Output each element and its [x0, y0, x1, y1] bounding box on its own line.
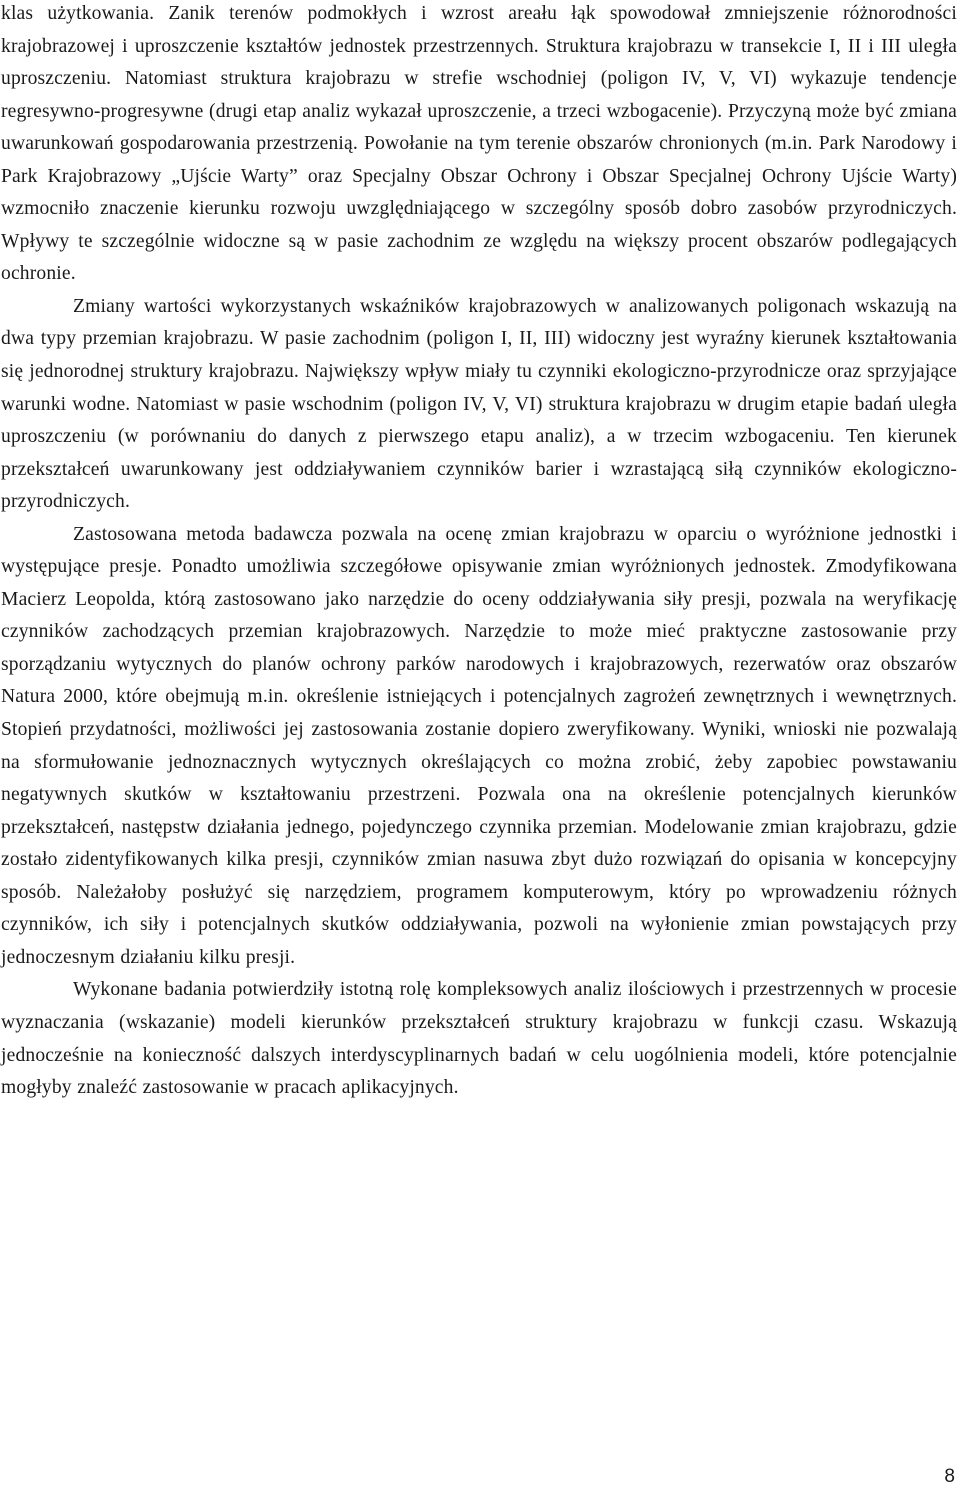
- paragraph-research-method: Zastosowana metoda badawcza pozwala na ocenę zmian krajobrazu w oparciu o wyróżnione jednostki i występujące presje. Ponadto umożliwia szczegółowe opisywanie zmian wyróżnionych jednostek. Zmodyfikowana Macierz Leopolda, którą zastosowano jako narzędzie do oceny oddziaływania siły presji, pozwala na weryfikację czynników zachodzących przemian krajobrazowych. Narzędzie to może mieć praktyczne zastosowanie przy sporządzaniu wytycznych do planów ochrony parków narodowych i krajobrazowych, rezerwatów oraz obszarów Natura 2000, które obejmują m.in. określenie istniejących i potencjalnych zagrożeń zewnętrznych i wewnętrznych. Stopień przydatności, możliwości jej zastosowania zostanie dopiero zweryfikowany. Wyniki, wnioski nie pozwalają na sformułowanie jednoznacznych wytycznych określających co można zrobić, żeby zapobiec powstawaniu negatywnych skutków w kształtowaniu przestrzeni. Pozwala ona na określenie potencjalnych kierunków przekształceń, następstw działania jednego, pojedynczego czynnika przemian. Modelowanie zmian krajobrazu, gdzie zostało zidentyfikowanych kilka presji, czynników zmian nasuwa zbyt dużo rozwiązań do opisania w koncepcyjny sposób. Należałoby posłużyć się narzędziem, programem komputerowym, który po wprowadzeniu różnych czynników, ich siły i potencjalnych skutków oddziaływania, pozwoli na wyłonienie zmian powstających przy jednoczesnym działaniu kilku presji.: [1, 523, 957, 968]
- paragraph-conclusions: Wykonane badania potwierdziły istotną rolę kompleksowych analiz ilościowych i przestrzennych w procesie wyznaczania (wskazanie) modeli kierunków przekształceń struktury krajobrazu w funkcji czasu. Wskazują jednocześnie na konieczność dalszych interdyscyplinarnych badań w celu uogólnienia modeli, które potencjalnie mogłyby znaleźć zastosowanie w pracach aplikacyjnych.: [1, 979, 957, 1099]
- body-text: [1, 0, 957, 1105]
- paragraph-continuation: klas użytkowania. Zanik terenów podmokłych i wzrost areału łąk spowodował zmniejszenie różnorodności krajobrazowej i uproszczenie kształtów jednostek przestrzennych. Struktura krajobrazu w transekcie I, II i III uległa uproszczeniu. Natomiast struktura krajobrazu w strefie wschodniej (poligon IV, V, VI) wykazuje tendencje regresywno-progresywne (drugi etap analiz wykazał uproszczenie, a trzeci wzbogacenie). Przyczyną może być zmiana uwarunkowań gospodarowania przestrzenią. Powołanie na tym terenie obszarów chronionych (m.in. Park Narodowy i Park Krajobrazowy „Ujście Warty” oraz Specjalny Obszar Ochrony i Obszar Specjalnej Ochrony Ujście Warty) wzmocniło znaczenie kierunku rozwoju uwzględniającego w szczególny sposób dobro zasobów przyrodniczych. Wpływy te szczególnie widoczne są w pasie zachodnim ze względu na większy procent obszarów podlegających ochronie.: [1, 3, 957, 285]
- paragraph-landscape-indicators: Zmiany wartości wykorzystanych wskaźników krajobrazowych w analizowanych poligonach wskazują na dwa typy przemian krajobrazu. W pasie zachodnim (poligon I, II, III) widoczny jest wyraźny kierunek kształtowania się jednorodnej struktury krajobrazu. Największy wpływ miały tu czynniki ekologiczno-przyrodnicze oraz sprzyjające warunki wodne. Natomiast w pasie wschodnim (poligon IV, V, VI) struktura krajobrazu w drugim etapie badań uległa uproszczeniu (w porównaniu do danych z pierwszego etapu analiz), a w trzecim wzbogaceniu. Ten kierunek przekształceń uwarunkowany jest oddziaływaniem czynników barier i wzrastającą siłą czynników ekologiczno-przyrodniczych.: [1, 295, 957, 513]
- page-number: 8: [944, 1466, 955, 1487]
